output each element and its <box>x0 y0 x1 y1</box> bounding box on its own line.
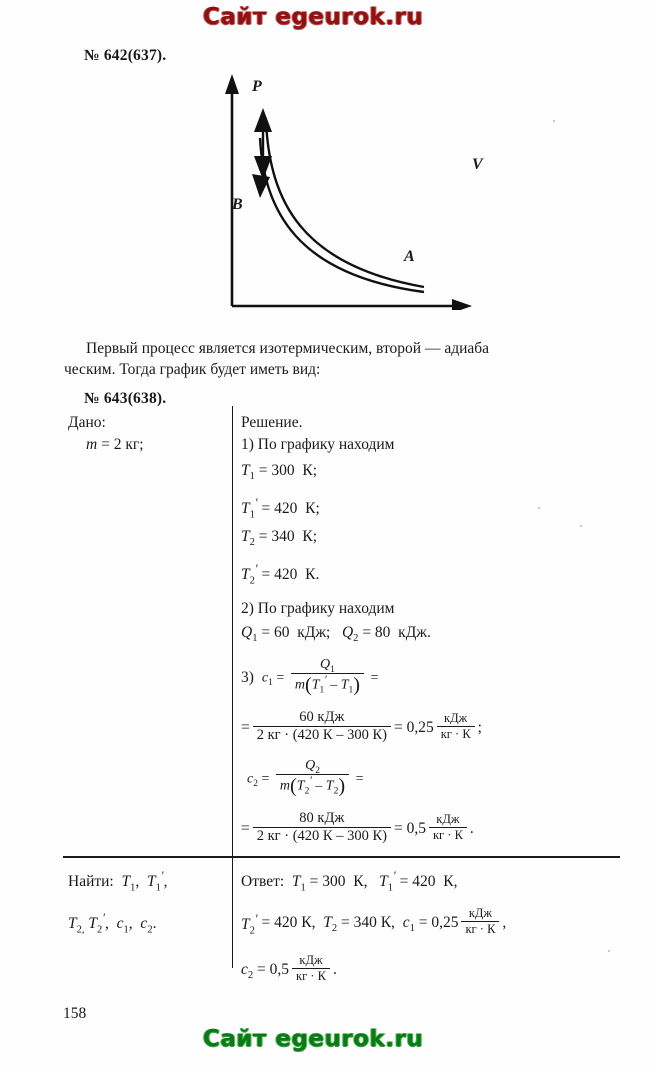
scan-speckle <box>553 120 555 122</box>
answer-text-line1: Первый процесс является изотермическим, второй — адиаба <box>86 340 490 357</box>
answer-divider-horizontal <box>63 856 620 858</box>
solution-c2-evaluation: = $\frac{\text{80 кДж}}{2 кг \cdot (420 К - 300 К)}$ = 0,5 $\frac{\text{кДж}}{кг \cdot К}$ . <box>241 810 474 845</box>
column-divider-vertical <box>232 406 233 968</box>
find-vars-line2: $T_{2,}$ $T_2'$, $c_1$, $c_2$. <box>68 911 157 936</box>
answer-c1-unit-den: кг · К <box>461 921 499 937</box>
c1-unit-den: кг · К <box>437 726 475 742</box>
site-watermark-bottom: Сайт egeurok.ru <box>203 1026 424 1052</box>
c2-result: 0,5 <box>406 819 426 837</box>
answer-c1-value: = 0,25 <box>418 913 459 931</box>
solution-q-values: $Q_1 = 60$ кДж; $Q_2 = 80$ кДж. <box>241 624 431 645</box>
answer-t1p-unit: К, <box>443 873 458 891</box>
answer-t1-value: = 300 <box>309 873 346 891</box>
site-watermark-top: Сайт egeurok.ru <box>203 4 424 30</box>
page-number: 158 <box>63 1005 87 1022</box>
answer-line2: $T_2'$ = 420 К, $T_2$ = 340 К, $c_1$ = 0,25 $\frac{\text{кДж}}{кг \cdot К}$ , <box>241 906 507 937</box>
find-heading-line: Найти: $T_1$, $T_1'$, <box>68 869 168 894</box>
answer-c1-unit-num: кДж <box>468 906 493 921</box>
problem-642-answer-text <box>64 338 630 380</box>
c1-unit-num: кДж <box>444 711 468 726</box>
c2-denominator: 2 кг · (420 К – 300 К) <box>253 827 391 845</box>
scan-speckle <box>608 950 610 952</box>
solution-t1: $T_1 = 300$ К; <box>241 462 318 483</box>
c2-unit-num: кДж <box>436 812 460 827</box>
axis-label-pressure: P <box>252 78 262 95</box>
given-item-mass: m = 2 кг; <box>86 436 144 453</box>
answer-t2p-value: = 420 К, <box>261 913 316 931</box>
solution-t2: $T_2 = 340$ К; <box>241 528 318 549</box>
solution-step3-c1-formula: 3) $c_1$ = $\frac{Q_1}{m(T_1' - T_1)}$ = <box>241 657 379 697</box>
c1-numerator: 60 кДж <box>299 709 345 726</box>
answer-c2-unit-den: кг · К <box>292 968 330 984</box>
answer-line3: $c_2$ = 0,5 $\frac{\text{кДж}}{кг \cdot К}$ . <box>241 953 337 984</box>
scan-speckle <box>580 525 582 527</box>
answer-c2-unit-num: кДж <box>299 953 323 968</box>
solution-block <box>241 412 631 846</box>
axis-label-volume: V <box>472 156 483 173</box>
given-block <box>68 412 228 456</box>
answer-text-line2: ческим. Тогда график будет иметь вид: <box>64 361 321 378</box>
find-block <box>68 865 228 935</box>
answer-c2-value: = 0,5 <box>257 960 290 978</box>
answer-c2-period: . <box>332 960 337 978</box>
c2-terminator: . <box>469 819 474 837</box>
solution-heading: Решение. <box>241 414 303 431</box>
given-heading: Дано: <box>68 414 106 431</box>
problem-number-642: № 642(637). <box>84 47 167 64</box>
solution-c1-evaluation: = $\frac{\text{60 кДж}}{2 кг \cdot (420 К - 300 К)}$ = 0,25 $\frac{\text{кДж}}{кг \cdot К}$ ; <box>241 709 482 744</box>
solution-step3-label: 3) <box>241 669 254 687</box>
c2-unit-den: кг · К <box>429 827 467 843</box>
curve-point-label-a: A <box>404 248 415 265</box>
answer-c1-comma: , <box>502 913 507 931</box>
pv-diagram-svg <box>200 70 500 310</box>
answer-line1: Ответ: $T_1 = 300$ К, $T_1' = 420$ К, <box>241 869 458 894</box>
answer-t1p-value: = 420 <box>399 873 436 891</box>
solution-c2-formula: $c_2$ = $\frac{Q_2}{m(T_2' - T_2)}$ = <box>247 758 364 798</box>
curve-point-label-b: B <box>232 196 243 213</box>
solution-t2-prime: $T_2' = 420$ К. <box>241 562 320 587</box>
pv-diagram-figure <box>200 70 500 310</box>
answer-t2-value: = 340 К, <box>340 913 395 931</box>
answer-heading: Ответ: <box>241 873 285 891</box>
solution-step1-label: 1) По графику находим <box>241 436 395 453</box>
c1-denominator: 2 кг · (420 К – 300 К) <box>253 726 391 744</box>
c1-result: 0,25 <box>406 718 434 736</box>
solution-step2-label: 2) По графику находим <box>241 600 395 618</box>
find-heading: Найти: <box>68 873 114 891</box>
problem-number-643: № 643(638). <box>84 390 167 407</box>
c1-terminator: ; <box>477 718 482 736</box>
c2-numerator: 80 кДж <box>299 810 345 827</box>
scan-speckle <box>538 507 540 509</box>
solution-t1-prime: $T_1' = 420$ К; <box>241 496 320 521</box>
answer-block <box>241 865 631 985</box>
answer-t1-unit: К, <box>353 873 368 891</box>
